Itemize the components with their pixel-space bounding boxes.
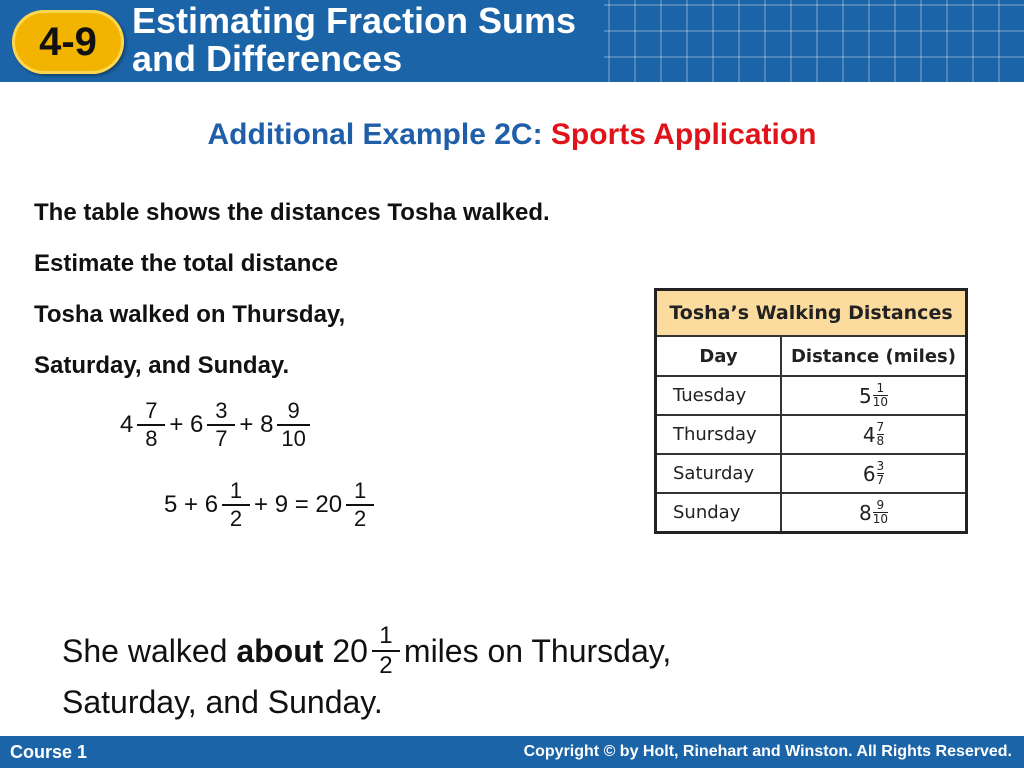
- operator-term: + 8: [239, 411, 274, 438]
- conclusion-emphasis: about: [236, 633, 324, 669]
- table-row: [656, 493, 967, 533]
- page-title-line2: and Differences: [132, 38, 403, 79]
- sum-expression: [120, 398, 314, 452]
- page-title-line1: Estimating Fraction Sums: [132, 0, 577, 41]
- denominator: 2: [379, 652, 393, 679]
- mixed-number: [859, 499, 888, 526]
- problem-line: Tosha walked on Thursday,: [34, 301, 346, 328]
- conclusion-statement: [62, 620, 862, 722]
- page-title: [132, 2, 752, 78]
- numerator: 3: [876, 459, 885, 473]
- distance-cell: [781, 415, 967, 454]
- conclusion-line1: [62, 620, 862, 682]
- fraction: [277, 398, 309, 452]
- example-label: Additional Example 2C:: [207, 118, 543, 151]
- day-cell: Thursday: [656, 415, 782, 454]
- fraction: [207, 398, 235, 452]
- denominator: 2: [354, 506, 367, 531]
- estimate-expression: [164, 478, 378, 532]
- numerator: 7: [876, 420, 885, 434]
- header-banner: [0, 0, 1024, 82]
- fraction: [137, 398, 165, 452]
- denominator: 7: [215, 426, 228, 451]
- course-label: Course 1: [10, 742, 88, 762]
- copyright-notice: Copyright © by Holt, Rinehart and Winston. All Rights Reserved.: [523, 743, 1012, 760]
- whole-number: 5: [858, 383, 872, 408]
- whole-number: 4: [120, 411, 134, 438]
- operator-term: + 6: [169, 411, 204, 438]
- mixed-number: [859, 382, 888, 409]
- column-header-distance: Distance (miles): [781, 336, 967, 376]
- fraction: [877, 460, 885, 487]
- day-cell: Sunday: [656, 493, 782, 533]
- table-row: [656, 454, 967, 493]
- numerator: 1: [354, 478, 367, 503]
- problem-line: The table shows the distances Tosha walked.: [34, 199, 550, 226]
- mixed-number: [863, 421, 884, 448]
- conclusion-amount: 20: [323, 633, 368, 669]
- denominator: 8: [876, 434, 885, 448]
- distance-cell: [781, 376, 967, 415]
- day-cell: Saturday: [656, 454, 782, 493]
- fraction: [222, 478, 250, 532]
- fraction: [372, 622, 400, 680]
- denominator: 7: [876, 473, 885, 487]
- conclusion-line2: Saturday, and Sunday.: [62, 684, 383, 720]
- walking-distances-table: [654, 288, 968, 534]
- problem-line: Estimate the total distance: [34, 250, 339, 277]
- fraction: [877, 421, 885, 448]
- table-caption: Tosha’s Walking Distances: [656, 290, 967, 337]
- table-row: [656, 376, 967, 415]
- lesson-number-badge: 4-9: [12, 10, 124, 74]
- problem-line: Saturday, and Sunday.: [34, 352, 290, 379]
- conclusion-prefix: She walked: [62, 633, 237, 669]
- whole-number: 4: [862, 422, 876, 447]
- denominator: 10: [872, 512, 888, 526]
- numerator: 9: [876, 498, 885, 512]
- fraction: [346, 478, 374, 532]
- example-subtitle: [0, 118, 1024, 152]
- conclusion-suffix: miles on Thursday,: [403, 633, 672, 669]
- denominator: 8: [145, 426, 158, 451]
- estimate-lead: 5 + 6: [164, 491, 219, 518]
- example-topic: Sports Application: [550, 118, 817, 151]
- numerator: 1: [876, 381, 885, 395]
- denominator: 10: [872, 395, 888, 409]
- mixed-number: [863, 460, 884, 487]
- fraction: [873, 499, 888, 526]
- numerator: 3: [215, 398, 228, 423]
- denominator: 2: [229, 506, 243, 531]
- numerator: 7: [145, 398, 158, 423]
- fraction: [873, 382, 888, 409]
- table-row: [656, 415, 967, 454]
- estimate-middle: + 9 = 20: [254, 491, 343, 518]
- whole-number: 6: [862, 461, 876, 486]
- distance-cell: [781, 454, 967, 493]
- numerator: 9: [287, 398, 300, 423]
- whole-number: 8: [858, 500, 872, 525]
- numerator: 1: [379, 622, 393, 649]
- column-header-day: Day: [656, 336, 782, 376]
- distance-cell: [781, 493, 967, 533]
- denominator: 10: [281, 426, 306, 451]
- footer-bar: [0, 736, 1024, 768]
- day-cell: Tuesday: [656, 376, 782, 415]
- numerator: 1: [229, 478, 243, 503]
